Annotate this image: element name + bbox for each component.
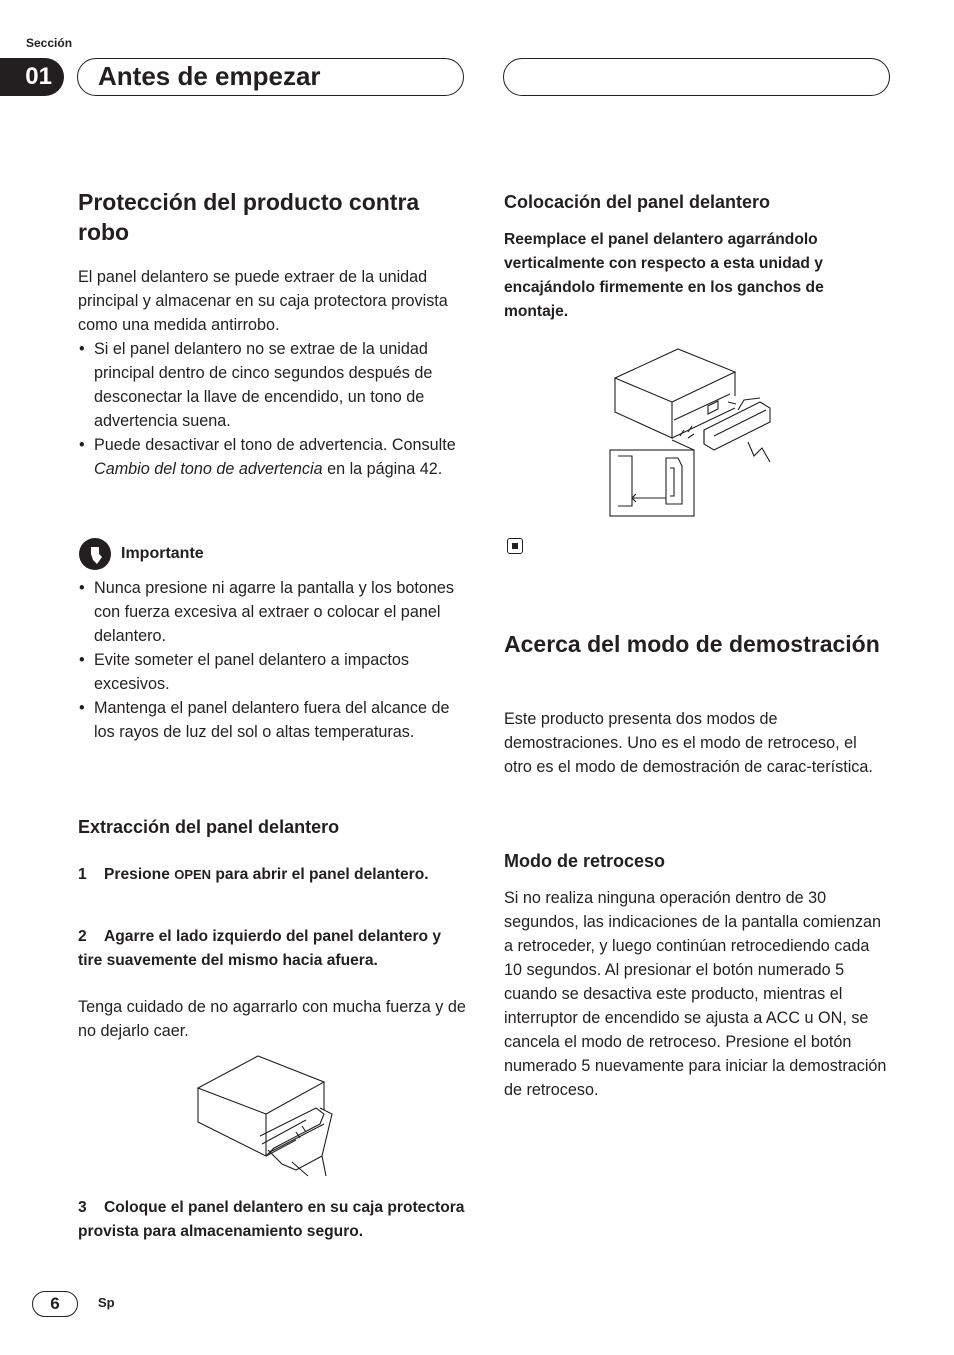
step-1 bbox=[78, 863, 468, 887]
demo-mode-title: Acerca del modo de demostración bbox=[504, 631, 880, 657]
step-2 bbox=[78, 925, 468, 973]
theft-protection-body bbox=[78, 265, 468, 481]
step-1-text-a: Presione bbox=[104, 866, 175, 883]
end-square-icon bbox=[507, 538, 523, 554]
attach-instructions: Reemplace el panel delantero agarrándolo verticalmente con respecto a esta unidad y encajándolo firmemente en los ganchos de montaje. bbox=[504, 231, 824, 320]
theft-bullet-2 bbox=[78, 433, 468, 481]
step-2-note: Tenga cuidado de no agarrarlo con mucha fuerza y de no dejarlo caer. bbox=[78, 998, 466, 1040]
panel-attach-illustration bbox=[608, 346, 776, 518]
theft-bullet-2-text-a: Puede desactivar el tono de advertencia. Consulte bbox=[94, 436, 456, 454]
important-bullet: • Evite someter el panel delantero a impactos excesivos. bbox=[78, 648, 468, 696]
step-1-text-b: para abrir el panel delantero. bbox=[211, 866, 429, 883]
reverse-mode-title: Modo de retroceso bbox=[504, 851, 666, 871]
step-3-number: 3 bbox=[78, 1199, 87, 1216]
step-1-number: 1 bbox=[78, 866, 87, 883]
page-title: Antes de empezar bbox=[98, 61, 321, 91]
theft-bullet-1: • Si el panel delantero no se extrae de la unidad principal dentro de cinco segundos después de desconectar la llave de encendido, un tono de advertencia suena. bbox=[78, 337, 468, 433]
open-key-label: OPEN bbox=[174, 867, 212, 882]
section-label: Sección bbox=[26, 36, 73, 50]
step-2-number: 2 bbox=[78, 928, 87, 945]
hand-point-icon bbox=[79, 538, 111, 570]
header-title-box bbox=[77, 58, 464, 96]
page-number: 6 bbox=[32, 1291, 78, 1317]
extraction-title: Extracción del panel delantero bbox=[78, 817, 340, 837]
reverse-mode-text: Si no realiza ninguna operación dentro de 30 segundos, las indicaciones de la pantalla comienzan a retroceder, y luego continúan retrocediendo cada 10 segundos. Al presionar el botón numerado 5 cuando se desactiva este producto, mientras el interruptor de encendido se ajusta a ACC u ON, se cancela el modo de retroceso. Presione el botón numerado 5 nuevamente para iniciar la demostración de retroceso. bbox=[504, 889, 887, 1099]
important-label: Importante bbox=[121, 545, 204, 562]
step-3 bbox=[78, 1196, 468, 1244]
important-bullet: • Nunca presione ni agarre la pantalla y los botones con fuerza excesiva al extraer o colocar el panel delantero. bbox=[78, 576, 468, 648]
demo-mode-text: Este producto presenta dos modos de demostraciones. Uno es el modo de retroceso, el otro es el modo de demostración de carac-terística. bbox=[504, 710, 873, 776]
theft-bullet-2-text-b: en la página 42. bbox=[322, 460, 443, 478]
step-2-text: Agarre el lado izquierdo del panel delantero y tire suavemente del mismo hacia afuera. bbox=[78, 928, 442, 969]
panel-removal-illustration bbox=[196, 1052, 341, 1177]
theft-protection-title: Protección del producto contra robo bbox=[78, 189, 420, 245]
important-list bbox=[78, 576, 468, 744]
theft-bullet-2-reference: Cambio del tono de advertencia bbox=[94, 460, 323, 478]
header-empty-box bbox=[503, 58, 890, 96]
section-number: 01 bbox=[0, 58, 64, 96]
important-bullet: • Mantenga el panel delantero fuera del alcance de los rayos de luz del sol o altas temperaturas. bbox=[78, 696, 468, 744]
attach-title: Colocación del panel delantero bbox=[504, 192, 771, 212]
step-3-text: Coloque el panel delantero en su caja protectora provista para almacenamiento seguro. bbox=[78, 1199, 465, 1240]
theft-intro: El panel delantero se puede extraer de la unidad principal y almacenar en su caja protectora provista como una medida antirrobo. bbox=[78, 268, 448, 334]
language-code: Sp bbox=[98, 1295, 115, 1310]
